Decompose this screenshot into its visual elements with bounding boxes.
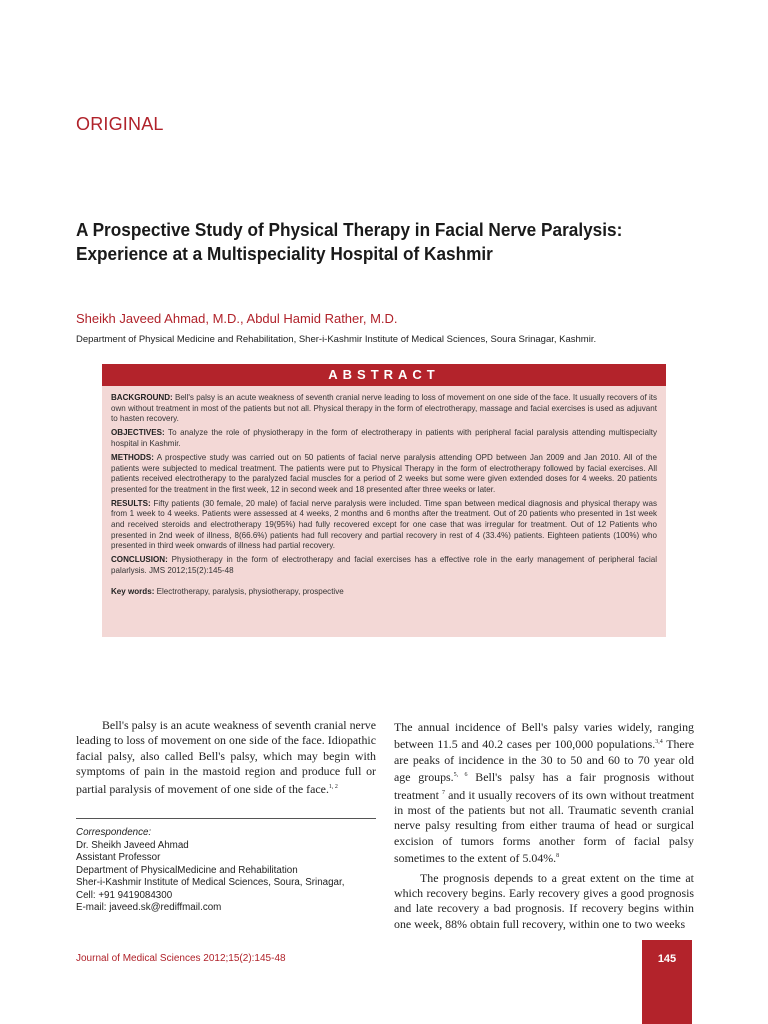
incidence-text-b: There are peaks of incidence in the 30 to 50 and 60 to 70 year old age groups. xyxy=(394,737,694,785)
title-line-1: A Prospective Study of Physical Therapy in Facial Nerve Paralysis: xyxy=(76,219,623,240)
abstract-box xyxy=(102,364,666,637)
abstract-objectives xyxy=(111,428,657,449)
results-text: Fifty patients (30 female, 20 male) of facial nerve paralysis were included. Time span between medical diagnosis and physical therapy was from 1 week to 4 weeks. Patients were assessed at 4 weeks, 2 months and 6 months after the treatment. Out of 20 patients who presented in 1st week and received steroids and electrotherapy 19(95%) had fully recovered except for one case that was irregular for treatment. Out of 12 Patients who presented in 2nd week of illness, 8(66.6%) patients had full recovery and partial recovery in rest of 4 (33.4%) patients. Eighteen patients (100%) who presented in third week onwards of illness had partial recovery. xyxy=(111,498,657,551)
keywords-text: Electrotherapy, paralysis, physiotherapy, prospective xyxy=(154,586,344,596)
methods-label: METHODS: xyxy=(111,452,154,462)
abstract-keywords xyxy=(111,587,657,598)
affiliation: Department of Physical Medicine and Rehabilitation, Sher-i-Kashmir Institute of Medical Sciences, Soura Srinagar, Kashmir. xyxy=(76,334,597,345)
abstract-results xyxy=(111,499,657,552)
incidence-text-c: Bell's palsy has a fair prognosis without treatment xyxy=(394,770,695,802)
correspondence-name: Dr. Sheikh Javeed Ahmad xyxy=(76,839,189,851)
incidence-text-d: and it usually recovers of its own without treatment in most of the patients but not all. Traumatic seventh cranial nerve palsy resulting from either trauma of head or surgical excision of tumors forms another form of facial palsy sometimes to the extent of 5.04%. xyxy=(394,787,694,866)
body-column-right xyxy=(394,720,694,932)
body-column-left xyxy=(76,718,376,797)
correspondence-email: E-mail: javeed.sk@rediffmail.com xyxy=(76,902,222,913)
section-tag: ORIGINAL xyxy=(76,114,164,134)
journal-footer: Journal of Medical Sciences 2012;15(2):145-48 xyxy=(76,953,286,964)
correspondence-divider xyxy=(76,818,376,819)
citation-ref: 1, 2 xyxy=(328,783,338,790)
methods-text: A prospective study was carried out on 50 patients of facial nerve paralysis attending OPD between Jan 2009 and Jan 2010. All of the patients were subjected to medical treatment. The patients were put to Physical Therapy in the form of electrotherapy followed by facial exercises. All patients received electrotherapy to the paralyzed facial muscles for a period of 2 weeks but some were given extended doses for 4 weeks. 20 patients presented for the treatment in the first week, 12 in second week and 18 presented after three weeks or later. xyxy=(111,452,657,494)
correspondence-block xyxy=(76,827,376,915)
results-label: RESULTS: xyxy=(111,498,151,508)
background-label: BACKGROUND: xyxy=(111,393,173,402)
citation-ref: 5, 6 xyxy=(453,772,468,779)
keywords-label: Key words: xyxy=(111,586,155,596)
article-title xyxy=(76,218,653,266)
conclusion-text: Physiotherapy in the form of electrotherapy and facial exercises has a effective role in the early management of peripheral facial palarlysis. JMS 2012;15(2):145-48 xyxy=(111,555,657,575)
citation-ref: 7 xyxy=(441,789,445,796)
incidence-paragraph xyxy=(394,720,694,867)
objectives-label: OBJECTIVES: xyxy=(111,428,165,438)
background-text: Bell's palsy is an acute weakness of seventh cranial nerve leading to loss of movement on one side of the face. It usually recovers of its own without treatment in most of the patients but not all. Physical therapy in the form of electrotherapy, massage and facial exercises is used as adjuvant to hasten recovery. xyxy=(111,393,657,424)
prognosis-paragraph: The prognosis depends to a great extent on the time at which recovery begins. Early recovery gives a good prognosis and late recovery a bad prognosis. If recovery begins within one week, 88% obtain full recovery, within one to two weeks xyxy=(394,870,694,931)
correspondence-dept: Department of PhysicalMedicine and Rehabilitation xyxy=(76,864,298,876)
correspondence-position: Assistant Professor xyxy=(76,852,161,863)
abstract-conclusion xyxy=(111,555,657,576)
abstract-methods xyxy=(111,453,657,495)
objectives-text: To analyze the role of physiotherapy in the form of electrotherapy in patients with peripheral facial paralysis attending multispecialty hospital in Kashmir. xyxy=(111,428,657,448)
incidence-text-a: The annual incidence of Bell's palsy varies widely, ranging between 11.5 and 40.2 cases per 100,000 populations. xyxy=(394,720,694,752)
abstract-body xyxy=(102,386,666,597)
citation-ref: 8 xyxy=(556,853,560,860)
correspondence-cell: Cell: +91 9419084300 xyxy=(76,889,173,901)
intro-text: Bell's palsy is an acute weakness of seventh cranial nerve leading to loss of movement on one side of the face. Idiopathic facial palsy, also called Bell's palsy, which may begin with symptoms of pain in the mastoid region and produce full or partial paralysis of movement of one side of the face. xyxy=(76,718,376,796)
page-number: 145 xyxy=(657,953,677,965)
correspondence-institute: Sher-i-Kashmir Institute of Medical Sciences, Soura, Srinagar, xyxy=(76,877,345,888)
conclusion-label: CONCLUSION: xyxy=(111,555,168,565)
page-number-tab xyxy=(642,940,692,1024)
intro-paragraph xyxy=(76,718,376,797)
citation-ref: 3,4 xyxy=(655,739,663,746)
authors: Sheikh Javeed Ahmad, M.D., Abdul Hamid Rather, M.D. xyxy=(76,311,398,326)
correspondence-heading: Correspondence: xyxy=(76,827,152,838)
abstract-background xyxy=(111,393,657,425)
title-line-2: Experience at a Multispeciality Hospital of Kashmir xyxy=(76,243,493,264)
abstract-heading: ABSTRACT xyxy=(102,364,666,386)
